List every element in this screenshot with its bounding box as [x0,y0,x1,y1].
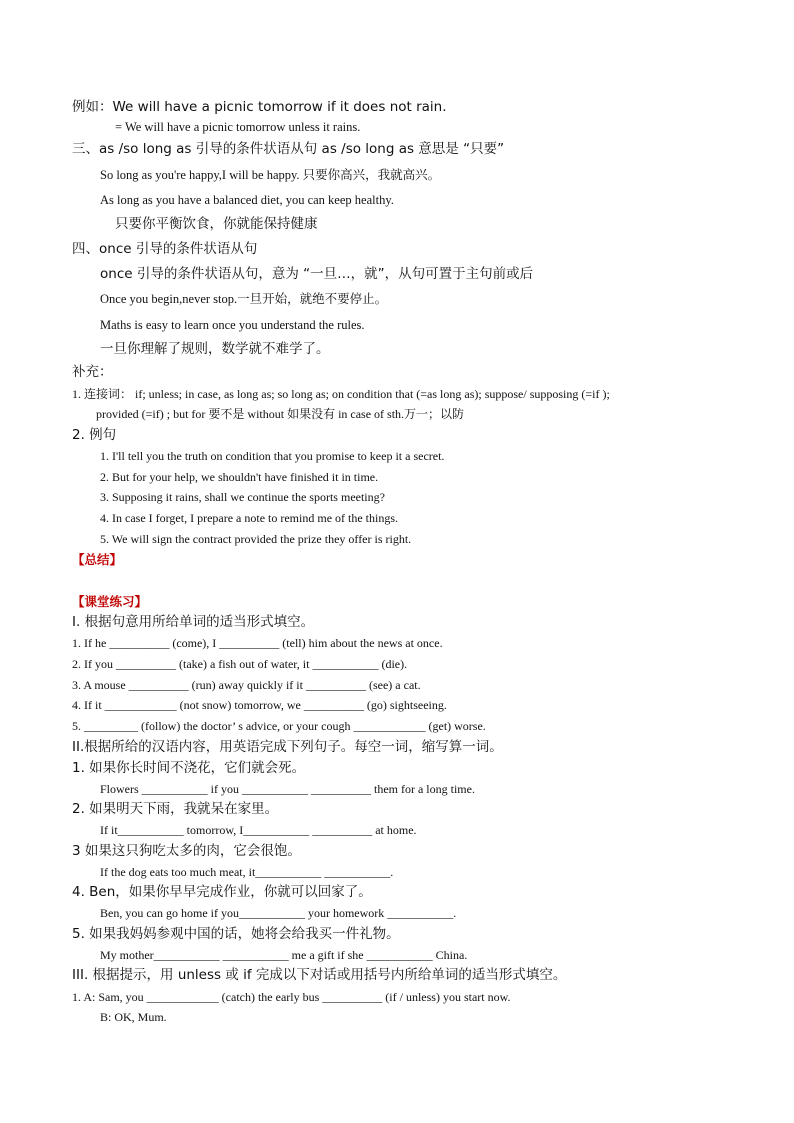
conjunction-list-continued: provided (=if) ; but for 要不是 without 如果没有 in case of sth.万一；以防 [96,407,465,421]
example-translation: 一旦你理解了规则，数学就不难学了。 [100,341,330,357]
example-sentence: 1. I'll tell you the truth on condition that you promise to keep it a secret. [100,449,445,463]
dialogue-line: 1. A: Sam, you ____________ (catch) the early bus __________ (if / unless) you start now. [72,990,511,1004]
example-line: As long as you have a balanced diet, you can keep healthy. [100,193,394,207]
exercise-instruction: II.根据所给的汉语内容，用英语完成下列句子。每空一词，缩写算一词。 [72,739,503,755]
section-heading: 四、once 引导的条件状语从句 [72,241,258,257]
example-line: Maths is easy to learn once you understand the rules. [100,318,365,332]
exercise-instruction: III. 根据提示，用 unless 或 if 完成以下对话或用括号内所给单词的适当形式填空。 [72,967,567,983]
example-line: Once you begin,never stop.一旦开始，就绝不要停止。 [100,292,388,306]
explanation-line: once 引导的条件状语从句，意为 “一旦…，就”，从句可置于主句前或后 [100,266,534,282]
exercise-blank-line: My mother___________ ___________ me a gift if she ___________ China. [100,948,468,962]
example-line: So long as you're happy,I will be happy. 只要你高兴，我就高兴。 [100,168,441,182]
examples-label: 2. 例句 [72,427,117,443]
example-unless: = We will have a picnic tomorrow unless it rains. [115,120,361,134]
exercise-item: 5. _________ (follow) the doctor’ s advice, or your cough ____________ (get) worse. [72,719,486,733]
exercise-item: 2. If you __________ (take) a fish out of water, it ___________ (die). [72,657,408,671]
dialogue-line: B: OK, Mum. [100,1010,167,1024]
supplement-label: 补充： [72,364,113,380]
example-translation: 只要你平衡饮食，你就能保持健康 [115,216,318,232]
exercise-prompt: 2. 如果明天下雨，我就呆在家里。 [72,801,279,817]
exercise-prompt: 3 如果这只狗吃太多的肉，它会很饱。 [72,843,301,859]
conjunction-list: 1. 连接词： if; unless; in case, as long as; so long as; on condition that (=as long as); suppose/ supposing (=if ); [72,387,610,401]
exercise-prompt: 5. 如果我妈妈参观中国的话，她将会给我买一件礼物。 [72,926,400,942]
summary-heading: 【总结】 [72,552,123,567]
exercise-prompt: 4. Ben，如果你早早完成作业，你就可以回家了。 [72,884,372,900]
example-sentence: 3. Supposing it rains, shall we continue the sports meeting? [100,490,385,504]
exercise-blank-line: If it___________ tomorrow, I___________ __________ at home. [100,823,417,837]
example-sentence: 4. In case I forget, I prepare a note to remind me of the things. [100,511,399,525]
exercise-instruction: I. 根据句意用所给单词的适当形式填空。 [72,614,315,630]
section-heading: 三、as /so long as 引导的条件状语从句 as /so long as 意思是 “只要” [72,141,505,157]
exercise-prompt: 1. 如果你长时间不浇花，它们就会死。 [72,760,306,776]
example-intro: 例如：We will have a picnic tomorrow if it does not rain. [72,99,447,115]
exercise-blank-line: If the dog eats too much meat, it___________ ___________. [100,865,394,879]
exercise-blank-line: Ben, you can go home if you___________ your homework ___________. [100,906,457,920]
exercise-item: 1. If he __________ (come), I __________ (tell) him about the news at once. [72,636,443,650]
exercise-item: 3. A mouse __________ (run) away quickly if it __________ (see) a cat. [72,678,421,692]
exercise-item: 4. If it ____________ (not snow) tomorrow, we __________ (go) sightseeing. [72,698,447,712]
practice-heading: 【课堂练习】 [72,594,148,609]
example-sentence: 2. But for your help, we shouldn't have finished it in time. [100,470,379,484]
example-sentence: 5. We will sign the contract provided the prize they offer is right. [100,532,412,546]
exercise-blank-line: Flowers ___________ if you ___________ __________ them for a long time. [100,782,475,796]
